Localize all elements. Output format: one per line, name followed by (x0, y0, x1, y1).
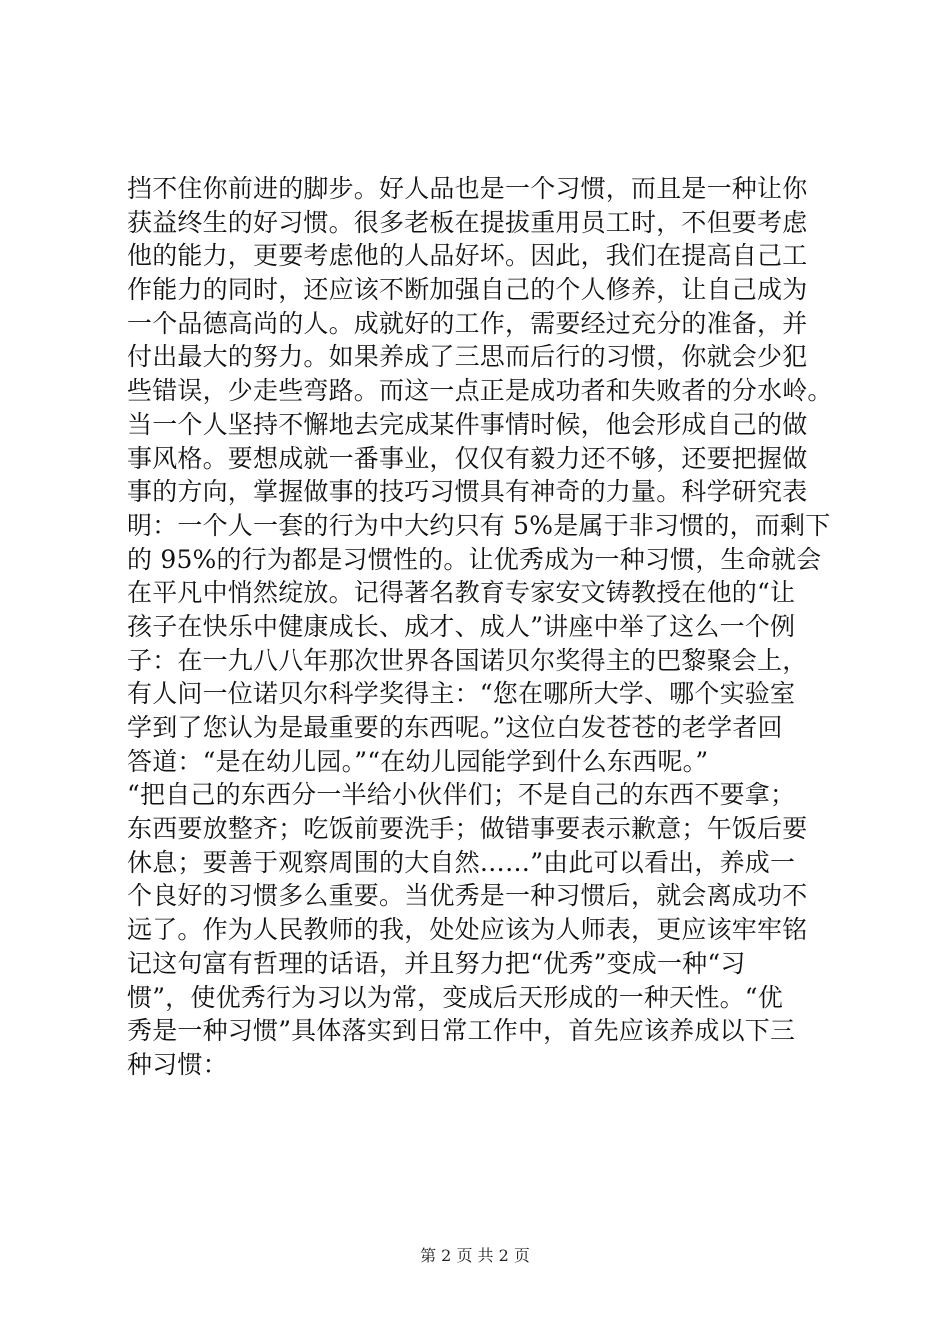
text-line: 学到了您认为是最重要的东西呢。”这位白发苍苍的老学者回 (127, 713, 783, 742)
text-line: 当一个人坚持不懈地去完成某件事情时候，他会形成自己的做 (127, 409, 808, 439)
text-line: 远了。作为人民教师的我，处处应该为人师表，更应该牢牢铭 (127, 915, 808, 945)
text-line: 付出最大的努力。如果养成了三思而后行的习惯，你就会少犯 (127, 342, 808, 372)
text-line: 事风格。要想成就一番事业，仅仅有毅力还不够，还要把握做 (127, 443, 808, 473)
text-line: 惯”，使优秀行为习以为常，变成后天形成的一种天性。“优 (127, 982, 783, 1012)
text-line: 他的能力，更要考虑他的人品好坏。因此，我们在提高自己工 (127, 241, 808, 271)
text-line: 孩子在快乐中健康成长、成才、成人”讲座中举了这么一个例 (127, 611, 796, 641)
text-line: 挡不住你前进的脚步。好人品也是一个习惯，而且是一种让你 (127, 174, 808, 203)
text-line: 个良好的习惯多么重要。当优秀是一种习惯后，就会离成功不 (127, 881, 808, 911)
text-line: “把自己的东西分一半给小伙伴们；不是自己的东西不要拿； (127, 780, 796, 810)
text-line: 秀是一种习惯”具体落实到日常工作中，首先应该养成以下三 (127, 1016, 796, 1046)
page-footer: 第 2 页 共 2 页 (420, 1246, 530, 1265)
body-text (127, 172, 867, 1082)
text-line: 一个品德高尚的人。成就好的工作，需要经过充分的准备，并 (127, 308, 808, 338)
text-line: 子：在一九八八年那次世界各国诺贝尔奖得主的巴黎聚会上， (127, 645, 808, 675)
text-line: 明：一个人一套的行为中大约只有 5%是属于非习惯的，而剩下 (127, 510, 831, 540)
text-line: 事的方向，掌握做事的技巧习惯具有神奇的力量。科学研究表 (127, 477, 808, 507)
text-line: 种习惯： (127, 1049, 228, 1079)
text-line: 获益终生的好习惯。很多老板在提拔重用员工时，不但要考虑 (127, 207, 808, 237)
text-line: 答道：“是在幼儿园。”“在幼儿园能学到什么东西呢。” (127, 746, 709, 776)
text-line: 些错误，少走些弯路。而这一点正是成功者和失败者的分水岭。 (127, 376, 833, 406)
text-line: 休息；要善于观察周围的大自然……”由此可以看出，养成一 (127, 847, 796, 877)
text-line: 记这句富有哲理的话语，并且努力把“优秀”变成一种“习 (127, 948, 746, 978)
text-line: 的 95%的行为都是习惯性的。让优秀成为一种习惯，生命就会 (127, 544, 822, 574)
text-line: 在平凡中悄然绽放。记得著名教育专家安文铸教授在他的“让 (127, 578, 796, 608)
text-line: 作能力的同时，还应该不断加强自己的个人修养，让自己成为 (127, 275, 808, 305)
text-line: 有人问一位诺贝尔科学奖得主：“您在哪所大学、哪个实验室 (127, 679, 796, 709)
text-line: 东西要放整齐；吃饭前要洗手；做错事要表示歉意；午饭后要 (127, 814, 808, 844)
